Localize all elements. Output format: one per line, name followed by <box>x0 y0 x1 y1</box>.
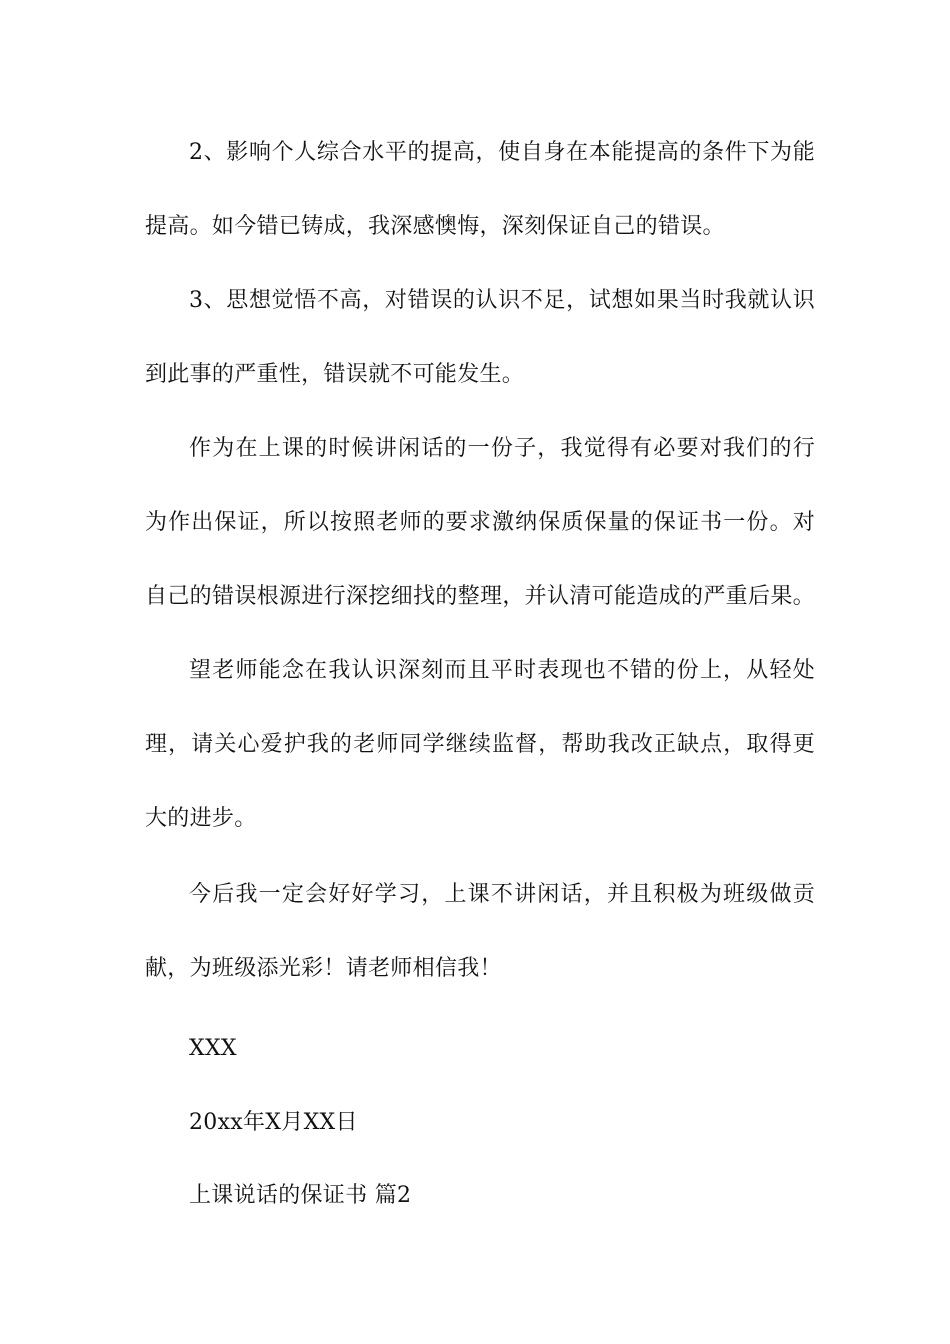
paragraph-line: 献，为班级添光彩！请老师相信我！ <box>145 956 502 981</box>
paragraph-line: 今后我一定会好好学习，上课不讲闲话，并且积极为班级做贡 <box>189 882 815 907</box>
paragraph-line: 理，请关心爱护我的老师同学继续监督，帮助我改正缺点，取得更 <box>145 732 815 757</box>
signature-name: XXX <box>189 1036 237 1061</box>
paragraph-line: 到此事的严重性，错误就不可能发生。 <box>145 362 525 387</box>
paragraph-line: 为作出保证，所以按照老师的要求激纳保质保量的保证书一份。对 <box>145 510 815 535</box>
paragraph-line: 自己的错误根源进行深挖细找的整理，并认清可能造成的严重后果。 <box>145 584 815 609</box>
paragraph-line: 3、思想觉悟不高，对错误的认识不足，试想如果当时我就认识 <box>189 288 815 313</box>
paragraph-line: 提高。如今错已铸成，我深感懊悔，深刻保证自己的错误。 <box>145 214 725 239</box>
paragraph-line: 望老师能念在我认识深刻而且平时表现也不错的份上，从轻处 <box>189 658 815 683</box>
paragraph-line: 大的进步。 <box>145 806 257 831</box>
paragraph-line: 2、影响个人综合水平的提高，使自身在本能提高的条件下为能 <box>189 140 815 165</box>
section-title: 上课说话的保证书 篇2 <box>189 1183 412 1208</box>
paragraph-line: 作为在上课的时候讲闲话的一份子，我觉得有必要对我们的行 <box>189 436 815 461</box>
signature-date: 20xx年X月XX日 <box>189 1110 358 1135</box>
